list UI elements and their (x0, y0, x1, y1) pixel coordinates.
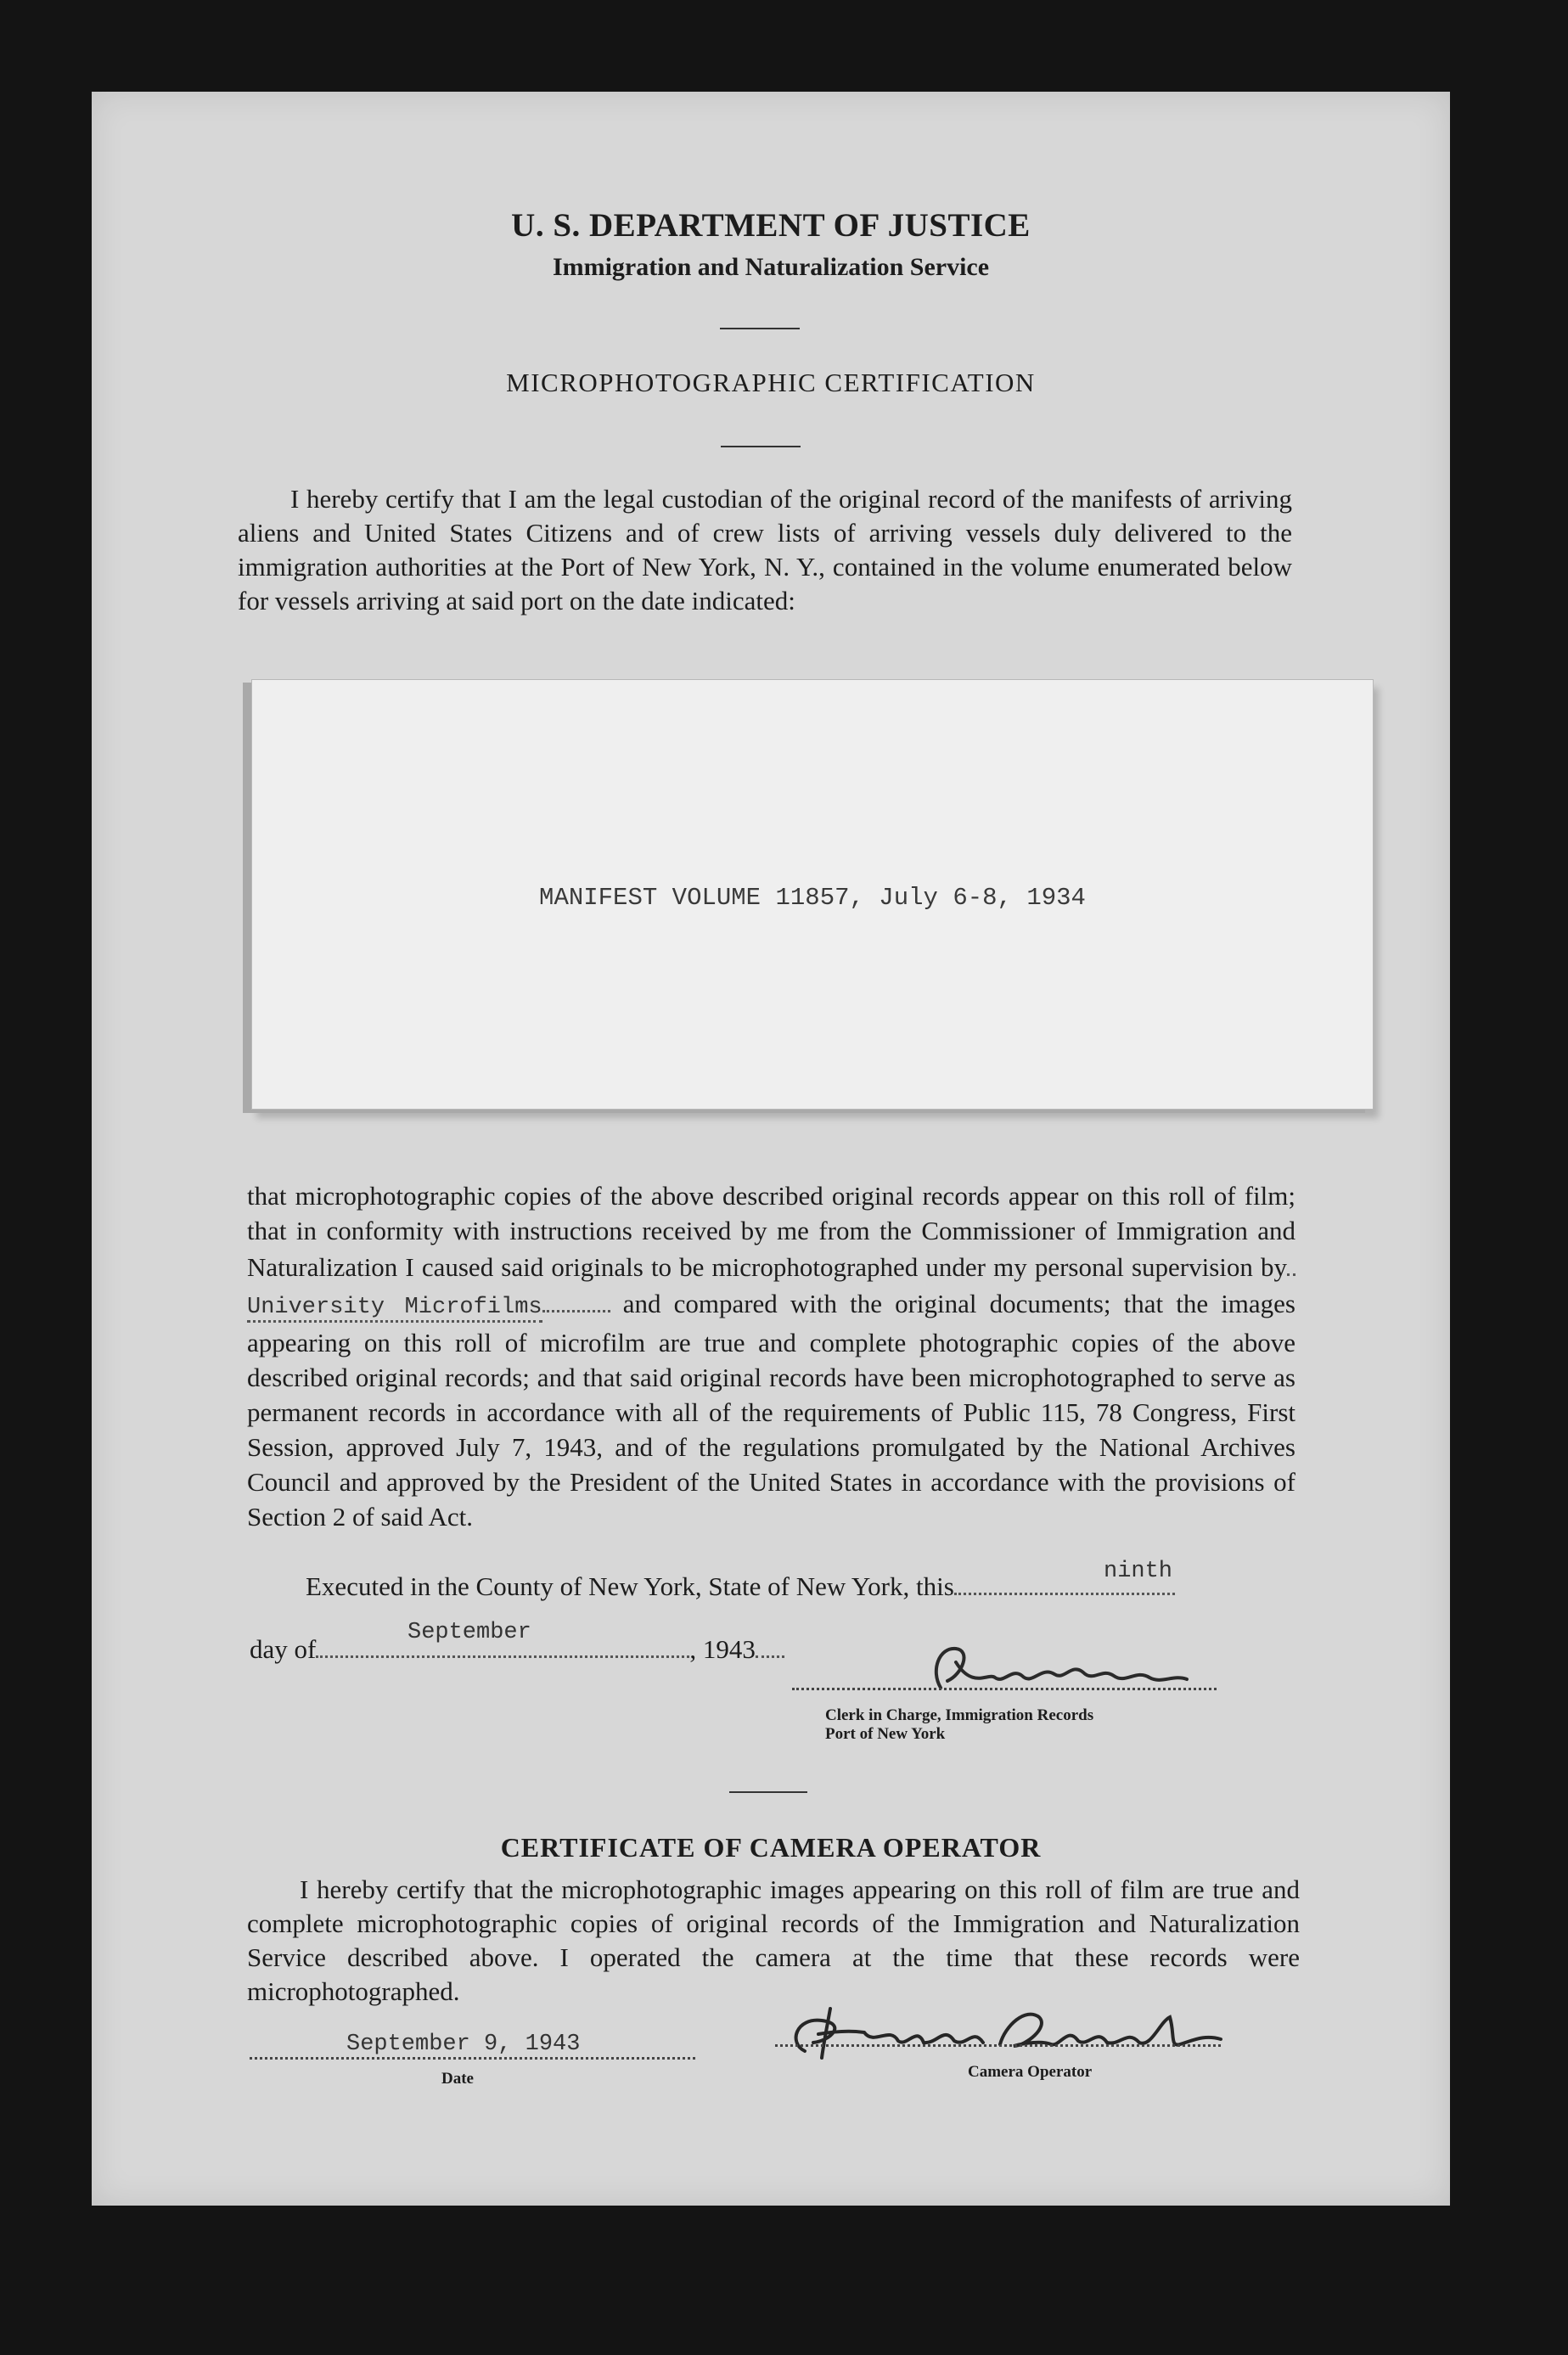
day-of-label: day of (250, 1634, 317, 1664)
clerk-signature (922, 1637, 1211, 1705)
date-value: September 9, 1943 (346, 2032, 581, 2057)
month-value: September (407, 1620, 531, 1645)
executed-line (306, 1567, 1175, 1602)
certification-title: MICROPHOTOGRAPHIC CERTIFICATION (506, 368, 1036, 397)
certification-body (247, 1178, 1295, 1534)
clerk-title-line1: Clerk in Charge, Immigration Records (825, 1706, 1094, 1724)
department-heading: U. S. DEPARTMENT OF JUSTICE (511, 207, 1031, 244)
executed-prefix: Executed in the County of New York, State of New York, this (306, 1571, 954, 1601)
clerk-signature-line (792, 1688, 1217, 1690)
divider (720, 328, 800, 329)
date-label: Date (441, 2070, 474, 2088)
day-value: ninth (1104, 1559, 1173, 1584)
service-heading: Immigration and Naturalization Service (552, 253, 990, 281)
year-value: , 1943 (689, 1634, 756, 1664)
camera-operator-signature (771, 1992, 1246, 2068)
manifest-volume-card (251, 679, 1374, 1110)
divider (721, 446, 801, 447)
body-part1: that microphotographic copies of the above described original records appear on this roll of film; that in conformity with instructions received by me from the Commissioner of Immigration and Naturalization I caused said originals to be microphotographed under my personal supervision by (247, 1181, 1295, 1282)
body-part2: and compared with the original documents; that the images appearing on this roll of microfilm are true and complete photographic copies of the above described original records; and that said original records have been microphotographed to serve as permanent records in accordance with all of the requirements of Public 115, 78 Congress, First Session, approved July 7, 1943, and of the regulations promulgated by the National Archives Council and approved by the President of the United States in accordance with the provisions of Section 2 of said Act. (247, 1289, 1295, 1532)
divider (729, 1791, 807, 1793)
manifest-volume-text: MANIFEST VOLUME 11857, July 6-8, 1934 (539, 884, 1086, 912)
clerk-title-line2: Port of New York (825, 1725, 946, 1743)
camera-certificate-paragraph: I hereby certify that the microphotographic images appearing on this roll of film are true and complete microphotographic copies of original records of the Immigration and Naturalization Service described above. I operated the camera at the time that these records were microphotographed. (247, 1874, 1300, 2006)
certificate-page (92, 92, 1450, 2206)
date-line (250, 2057, 695, 2060)
camera-operator-label: Camera Operator (968, 2063, 1093, 2081)
intro-paragraph: I hereby certify that I am the legal custodian of the original record of the manifests of arriving aliens and United States Citizens and of crew lists of arriving vessels duly delivered to the immigration authorities at the Port of New York, N. Y., contained in the volume enumerated below for vessels arriving at said port on the date indicated: (238, 484, 1292, 615)
camera-certificate-title: CERTIFICATE OF CAMERA OPERATOR (500, 1832, 1042, 1863)
supervisor-value: University Microfilms (247, 1295, 542, 1323)
camera-operator-line (775, 2044, 1221, 2047)
